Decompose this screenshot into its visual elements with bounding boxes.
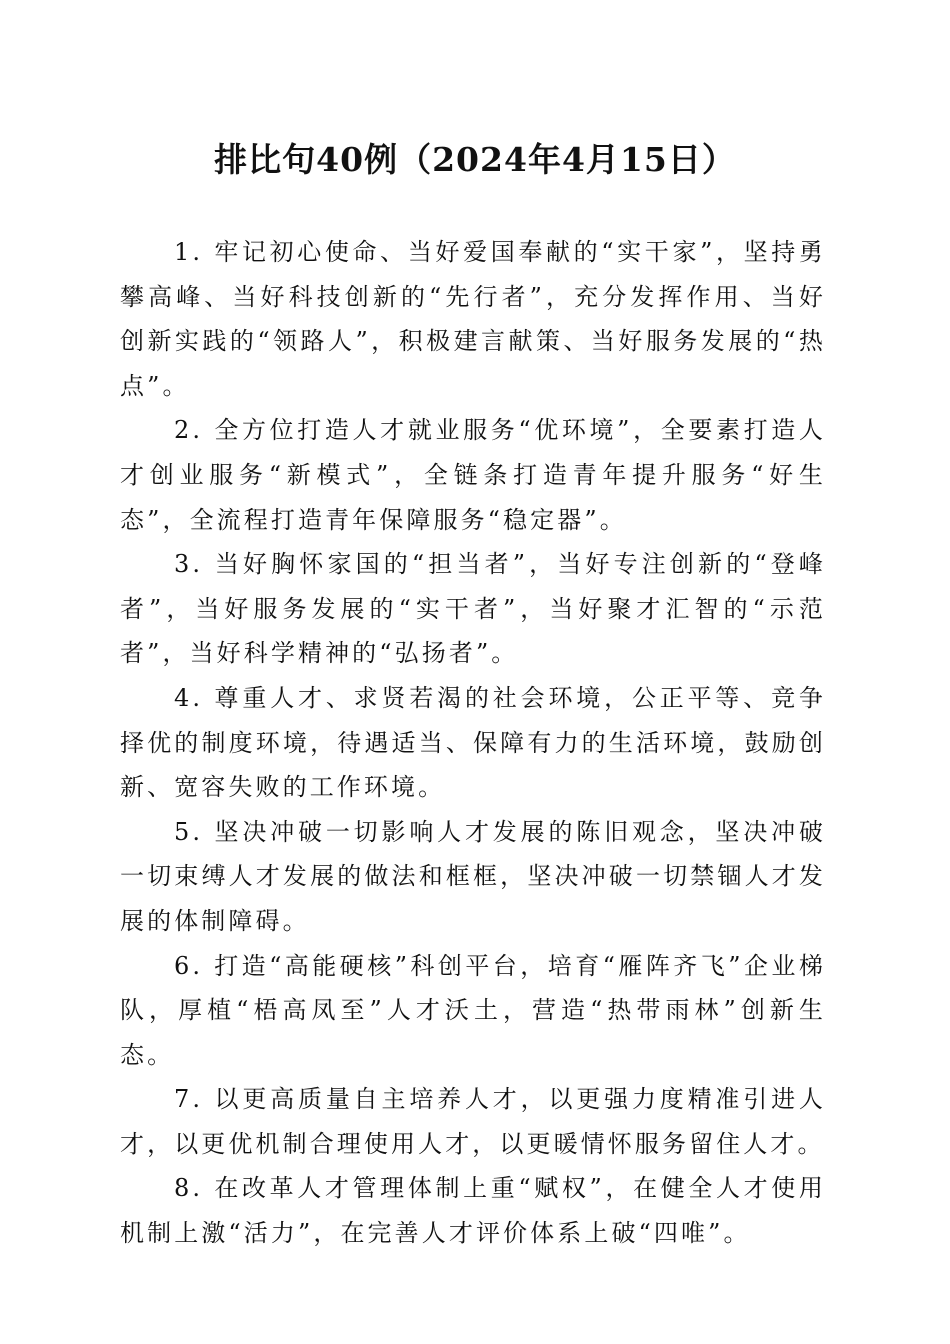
document-title: 排比句40例（2024年4月15日） <box>214 140 736 179</box>
paragraph-4: 4. 尊重人才、求贤若渴的社会环境，公正平等、竞争择优的制度环境，待遇适当、保障有力的生活环境，鼓励创新、宽容失败的工作环境。 <box>120 683 826 802</box>
paragraph-6: 6. 打造“高能硬核”科创平台，培育“雁阵齐飞”企业梯队，厚植“梧高凤至”人才沃土，营造“热带雨林”创新生态。 <box>120 951 826 1069</box>
paragraph-3: 3. 当好胸怀家国的“担当者”，当好专注创新的“登峰者”，当好服务发展的“实干者”，当好聚才汇智的“示范者”，当好科学精神的“弘扬者”。 <box>120 550 826 668</box>
paragraph-7: 7. 以更高质量自主培养人才，以更强力度精准引进人才，以更优机制合理使用人才，以更暖情怀服务留住人才。 <box>120 1085 826 1158</box>
paragraph-1: 1. 牢记初心使命、当好爱国奉献的“实干家”，坚持勇攀高峰、当好科技创新的“先行者”，充分发挥作用、当好创新实践的“领路人”，积极建言献策、当好服务发展的“热点”。 <box>120 238 826 400</box>
paragraph-2: 2. 全方位打造人才就业服务“优环境”，全要素打造人才创业服务“新模式”，全链条打造青年提升服务“好生态”，全流程打造青年保障服务“稳定器”。 <box>120 416 826 534</box>
document-body <box>120 230 826 1256</box>
paragraph-5: 5. 坚决冲破一切影响人才发展的陈旧观念，坚决冲破一切束缚人才发展的做法和框框，坚决冲破一切禁锢人才发展的体制障碍。 <box>120 817 826 935</box>
paragraph-8: 8. 在改革人才管理体制上重“赋权”，在健全人才使用机制上激“活力”，在完善人才评价体系上破“四唯”。 <box>120 1174 826 1248</box>
